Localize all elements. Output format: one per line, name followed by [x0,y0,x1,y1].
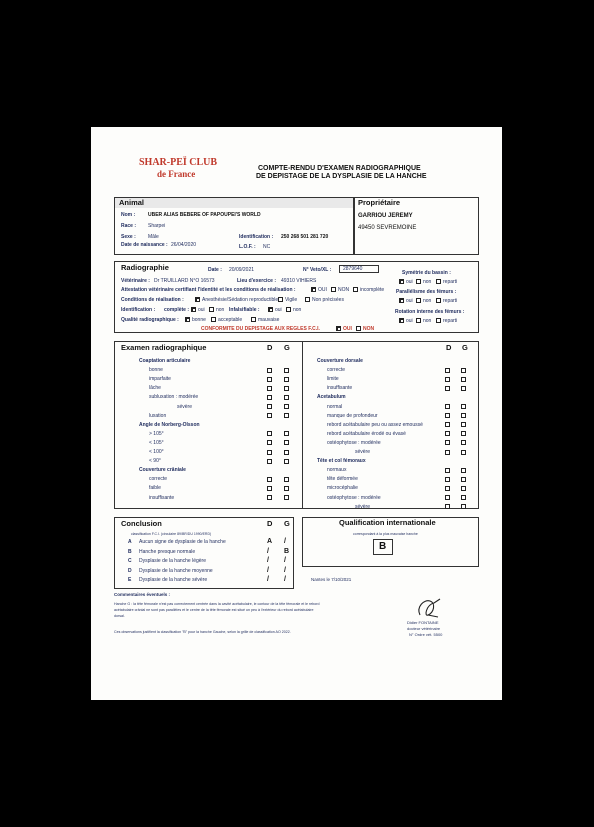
conclusion-row-d-value: / [267,576,269,583]
left-exam-item: > 105° [149,430,164,437]
radio-attestation-label: Attestation vétérinaire certifiant l'identité et les conditions de réalisation : [121,287,296,293]
radio-id-complete-label: complète : [164,307,190,313]
symmetry-non-checkbox[interactable] [416,279,421,284]
conclusion-row-key: D [128,567,132,574]
parallelism-reparti-checkbox[interactable] [436,298,441,303]
signer-name: Didier FONTAINE [407,620,439,625]
left-exam-item: sévère [177,403,193,410]
left-exam-d-checkbox[interactable] [267,486,272,491]
conclusion-d-header: D [267,519,273,528]
animal-birth: 26/04/2020 [171,242,197,248]
right-exam-item: limite [327,376,339,383]
conclusion-row-key: E [128,577,132,583]
right-exam-g-checkbox[interactable] [461,422,466,427]
right-exam-item: tête déformée [327,476,358,483]
animal-name-label: Nom : [121,212,136,218]
right-exam-g-checkbox[interactable] [461,450,466,455]
conclusion-row-d-value: A [267,538,273,545]
left-exam-d-checkbox[interactable] [267,450,272,455]
conclusion-row-g-value: / [284,566,286,574]
left-exam-item: < 90° [149,458,161,465]
left-exam-item: bonne [149,367,163,374]
conclusion-row-label: Hanche presque normale [139,548,196,555]
attestation-oui-label: OUI [318,287,327,293]
radio-date: 20/09/2021 [229,267,255,273]
left-exam-d-checkbox[interactable] [267,495,272,500]
quality-poor-checkbox[interactable] [251,317,256,322]
id-complete-non-checkbox[interactable] [209,307,214,312]
right-exam-g-checkbox[interactable] [461,440,466,445]
parallelism-reparti: reparti [443,298,458,304]
right-exam-item: sévère [355,503,371,510]
comments-line-1: Hanche G : la tête fémorale n'est pas correctement centrée dans la cavité acétabulaire, le contour de la tête fémorale et le rebord [114,602,320,606]
radio-vetno-label: N° Veto/XL : [303,267,332,273]
conditions-anesthesia-label: Anesthésie/Sédation reproductible [202,297,279,303]
exam-heading: Examen radiographique [121,343,207,352]
right-exam-g-checkbox[interactable] [461,504,466,509]
comments-line-3: dorsal. [114,614,125,618]
report-title-line2: DE DEPISTAGE DE LA DYSPLASIE DE LA HANCHE [256,173,427,180]
rotation-non-checkbox[interactable] [416,318,421,323]
comments-line-4: Ces observations justifient la classification "B" pour la hanche Gauche, selon la grille de classification AO 2022. [114,630,291,634]
id-complete-oui-checkbox[interactable] [191,307,196,312]
symmetry-non: non [423,279,432,285]
radio-place-label: Lieu d'exercice : [237,278,276,284]
right-exam-g-checkbox[interactable] [461,468,466,473]
rotation-oui: oui [406,318,413,324]
right-exam-d-checkbox[interactable] [445,377,450,382]
conditions-unspecified-checkbox[interactable] [305,297,310,302]
quality-poor: mauvaise [258,317,280,323]
right-exam-item: sévère [355,449,371,455]
tamperproof-oui: oui [275,307,282,313]
exam-left-d-header: D [267,343,273,352]
right-exam-item: microcéphalie [327,485,358,492]
radio-vetno: 2879640 [343,266,363,272]
attestation-incomplete-label: incomplète [360,287,385,293]
right-exam-d-checkbox[interactable] [445,450,450,455]
right-exam-g-checkbox[interactable] [461,431,466,436]
left-exam-g-checkbox[interactable] [284,404,289,409]
left-exam-item: < 100° [149,449,164,455]
qualification-grade: B [379,541,387,552]
left-exam-d-checkbox[interactable] [267,404,272,409]
parallelism-non: non [423,298,432,304]
right-exam-d-checkbox[interactable] [445,413,450,418]
signature-date: Nantes le 7/10/2021 [311,577,352,582]
owner-heading: Propriétaire [358,198,401,207]
left-exam-g-checkbox[interactable] [284,486,289,491]
symmetry-reparti: reparti [443,279,458,285]
rotation-label: Rotation interne des fémurs : [395,309,465,315]
right-exam-item: normal [327,403,343,410]
right-exam-g-checkbox[interactable] [461,377,466,382]
exam-right-d-header: D [446,343,452,352]
parallelism-non-checkbox[interactable] [416,298,421,303]
left-exam-item: luxation [149,412,167,419]
right-exam-item: ostéophytose : modérée [327,439,381,446]
left-exam-g-checkbox[interactable] [284,368,289,373]
right-exam-item: correcte [327,367,346,374]
right-exam-section-title: Couverture dorsale [317,358,363,364]
owner-city: 49450 SEVREMOINE [358,225,417,231]
rotation-non: non [423,318,432,324]
radiography-heading: Radiographie [121,263,169,272]
rotation-oui-checkbox[interactable] [399,318,404,323]
right-exam-g-checkbox[interactable] [461,404,466,409]
left-exam-d-checkbox[interactable] [267,413,272,418]
animal-birth-label: Date de naissance : [121,242,168,248]
left-exam-g-checkbox[interactable] [284,431,289,436]
left-exam-section-title: Angle de Norberg-Olsson [139,421,200,428]
radio-vet-label: Vétérinaire : [121,278,150,284]
conclusion-row-key: C [128,558,132,564]
animal-lof-label: L.O.F. : [239,244,256,250]
rotation-reparti-checkbox[interactable] [436,318,441,323]
quality-acceptable: acceptable [218,317,243,323]
animal-header-bar [115,198,353,208]
left-exam-g-checkbox[interactable] [284,413,289,418]
right-exam-g-checkbox[interactable] [461,386,466,391]
right-exam-item: insuffisante [327,385,353,392]
right-exam-d-checkbox[interactable] [445,468,450,473]
animal-name: UBER ALIAS BEBERE OF PAPOUPEI'S WORLD [148,212,261,218]
exam-divider [302,342,303,508]
attestation-oui-checkbox[interactable] [311,287,316,292]
right-exam-g-checkbox[interactable] [461,477,466,482]
left-exam-d-checkbox[interactable] [267,431,272,436]
attestation-non-label: NON [338,287,350,293]
right-exam-d-checkbox[interactable] [445,495,450,500]
left-exam-d-checkbox[interactable] [267,386,272,391]
attestation-non-checkbox[interactable] [331,287,336,292]
signature-icon [414,595,444,621]
left-exam-d-checkbox[interactable] [267,368,272,373]
id-complete-oui: oui [198,307,205,313]
right-exam-d-checkbox[interactable] [445,404,450,409]
left-exam-item: faible [149,485,161,492]
conformity-non-checkbox[interactable] [356,326,361,331]
right-exam-d-checkbox[interactable] [445,422,450,427]
left-exam-d-checkbox[interactable] [267,459,272,464]
conclusion-row-label: Dysplasie de la hanche légère [139,558,206,564]
comments-heading: Commentaires éventuels : [114,592,171,597]
conclusion-row-d-value: / [267,557,269,564]
id-complete-non: non [216,307,225,313]
left-exam-item: < 105° [149,439,164,446]
left-exam-g-checkbox[interactable] [284,459,289,464]
symmetry-oui: oui [406,279,413,285]
left-exam-d-checkbox[interactable] [267,440,272,445]
left-exam-item: lâche [149,385,161,392]
conformity-non: NON [363,326,375,332]
quality-good: bonne [192,317,206,323]
parallelism-oui: oui [406,298,413,304]
conclusion-row-g-value: B [284,547,290,555]
left-exam-item: correcte [149,476,168,483]
animal-id-label: Identification : [239,234,274,240]
right-exam-g-checkbox[interactable] [461,413,466,418]
conclusion-g-header: G [284,519,290,528]
conditions-vigile-checkbox[interactable] [278,297,283,302]
left-exam-section-title: Couverture crâniale [139,467,186,474]
conclusion-heading: Conclusion [121,519,162,528]
quality-good-checkbox[interactable] [185,317,190,322]
right-exam-item: rebord acétabulaire érodé ou évasé [327,430,406,437]
qualification-heading: Qualification internationale [339,518,436,527]
conformity-oui-checkbox[interactable] [336,326,341,331]
report-sheet [91,127,502,700]
attestation-incomplete-checkbox[interactable] [353,287,358,292]
conditions-unspecified-label: Non précisées [312,297,344,303]
exam-right-g-header: G [462,343,468,352]
animal-breed-label: Race : [121,223,137,229]
conformity-oui: OUI [343,326,352,332]
tamperproof-oui-checkbox[interactable] [268,307,273,312]
conditions-vigile-label: Vigile [285,297,298,303]
tamperproof-non: non [293,307,302,313]
left-exam-g-checkbox[interactable] [284,450,289,455]
report-title-line1: COMPTE-RENDU D'EXAMEN RADIOGRAPHIQUE [258,165,421,172]
left-exam-d-checkbox[interactable] [267,395,272,400]
right-exam-g-checkbox[interactable] [461,495,466,500]
fci-conformity-label: CONFORMITE DU DEPISTAGE AUX REGLES F.C.I. [201,326,320,332]
exam-left-g-header: G [284,343,290,352]
conclusion-subtitle: classification F.C.I. (circulaire 89/BR/DU 1990/ERD) [131,532,212,536]
left-exam-d-checkbox[interactable] [267,377,272,382]
animal-breed: Sharpei [148,223,166,229]
parallelism-oui-checkbox[interactable] [399,298,404,303]
left-exam-item: imparfaite [149,376,171,383]
left-exam-g-checkbox[interactable] [284,477,289,482]
left-exam-g-checkbox[interactable] [284,440,289,445]
left-exam-g-checkbox[interactable] [284,495,289,500]
right-exam-d-checkbox[interactable] [445,504,450,509]
club-subtitle: de France [157,169,196,179]
radio-identification-label: Identification : [121,307,156,313]
left-exam-g-checkbox[interactable] [284,386,289,391]
conclusion-row-g-value: / [284,538,286,545]
conditions-anesthesia-checkbox[interactable] [195,297,200,302]
quality-acceptable-checkbox[interactable] [211,317,216,322]
left-exam-section-title: Coaptation articulaire [139,358,191,364]
rotation-reparti: reparti [443,318,458,324]
radio-conditions-label: Conditions de réalisation : [121,297,184,303]
parallelism-label: Parallélisme des fémurs : [396,289,457,295]
conclusion-row-g-value: / [284,576,286,583]
conclusion-row-key: B [128,548,132,555]
symmetry-reparti-checkbox[interactable] [436,279,441,284]
right-exam-g-checkbox[interactable] [461,486,466,491]
left-exam-item: insuffisante [149,494,175,501]
radio-quality-label: Qualité radiographique : [121,317,179,323]
right-exam-d-checkbox[interactable] [445,440,450,445]
signer-order-number: N° Ordre vét. 5500 [409,632,443,637]
left-exam-g-checkbox[interactable] [284,377,289,382]
conclusion-row-label: Dysplasie de la hanche sévère [139,577,208,583]
radio-vet: Dr TRUILLARD N°O 16573 [154,278,215,284]
right-exam-section-title: Tête et col fémoraux [317,458,366,465]
animal-sex-label: Sexe : [121,234,136,240]
right-exam-section-title: Acetabulum [317,394,346,401]
right-exam-g-checkbox[interactable] [461,368,466,373]
owner-name: GARRIOU JEREMY [358,213,413,219]
animal-heading: Animal [119,198,145,207]
animal-lof: NC [263,244,271,250]
symmetry-oui-checkbox[interactable] [399,279,404,284]
left-exam-g-checkbox[interactable] [284,395,289,400]
club-name: SHAR-PEÏ CLUB [139,157,218,168]
conclusion-row-g-value: / [284,557,286,564]
symmetry-label: Symétrie du bassin : [402,270,451,276]
comments-line-2: acétabulaire crânial ne sont pas parallèles et le centre de la tête fémorale est situé un peu à l'extérieur du rebord acétabulaire [114,608,314,612]
conclusion-row-key: A [128,539,132,545]
radio-tamperproof-label: Infalsifiable : [229,307,260,313]
right-exam-d-checkbox[interactable] [445,431,450,436]
qualification-subtitle: correspondant à la plus mauvaise hanche [353,532,418,536]
animal-id: 250 268 501 281 720 [281,234,329,240]
radio-date-label: Date : [208,267,222,273]
right-exam-d-checkbox[interactable] [445,386,450,391]
right-exam-item: manque de profondeur [327,412,378,419]
left-exam-item: subluxation : modérée [149,394,199,401]
conclusion-row-label: Dysplasie de la hanche moyenne [139,567,213,574]
conclusion-row-d-value: / [267,547,269,555]
right-exam-d-checkbox[interactable] [445,486,450,491]
right-exam-item: rebord acétabulaire peu ou assez emoussé [327,421,423,428]
tamperproof-non-checkbox[interactable] [286,307,291,312]
right-exam-item: ostéophytose : modérée [327,494,381,501]
right-exam-item: normaux [327,467,347,474]
left-exam-d-checkbox[interactable] [267,477,272,482]
right-exam-d-checkbox[interactable] [445,368,450,373]
conclusion-row-d-value: / [267,566,269,574]
conclusion-row-label: Aucun signe de dysplasie de la hanche [139,539,226,545]
animal-sex: Mâle [148,234,159,240]
signer-title: docteur vétérinaire [407,626,441,631]
radio-place: 49310 VIHIERS [281,278,317,284]
right-exam-d-checkbox[interactable] [445,477,450,482]
